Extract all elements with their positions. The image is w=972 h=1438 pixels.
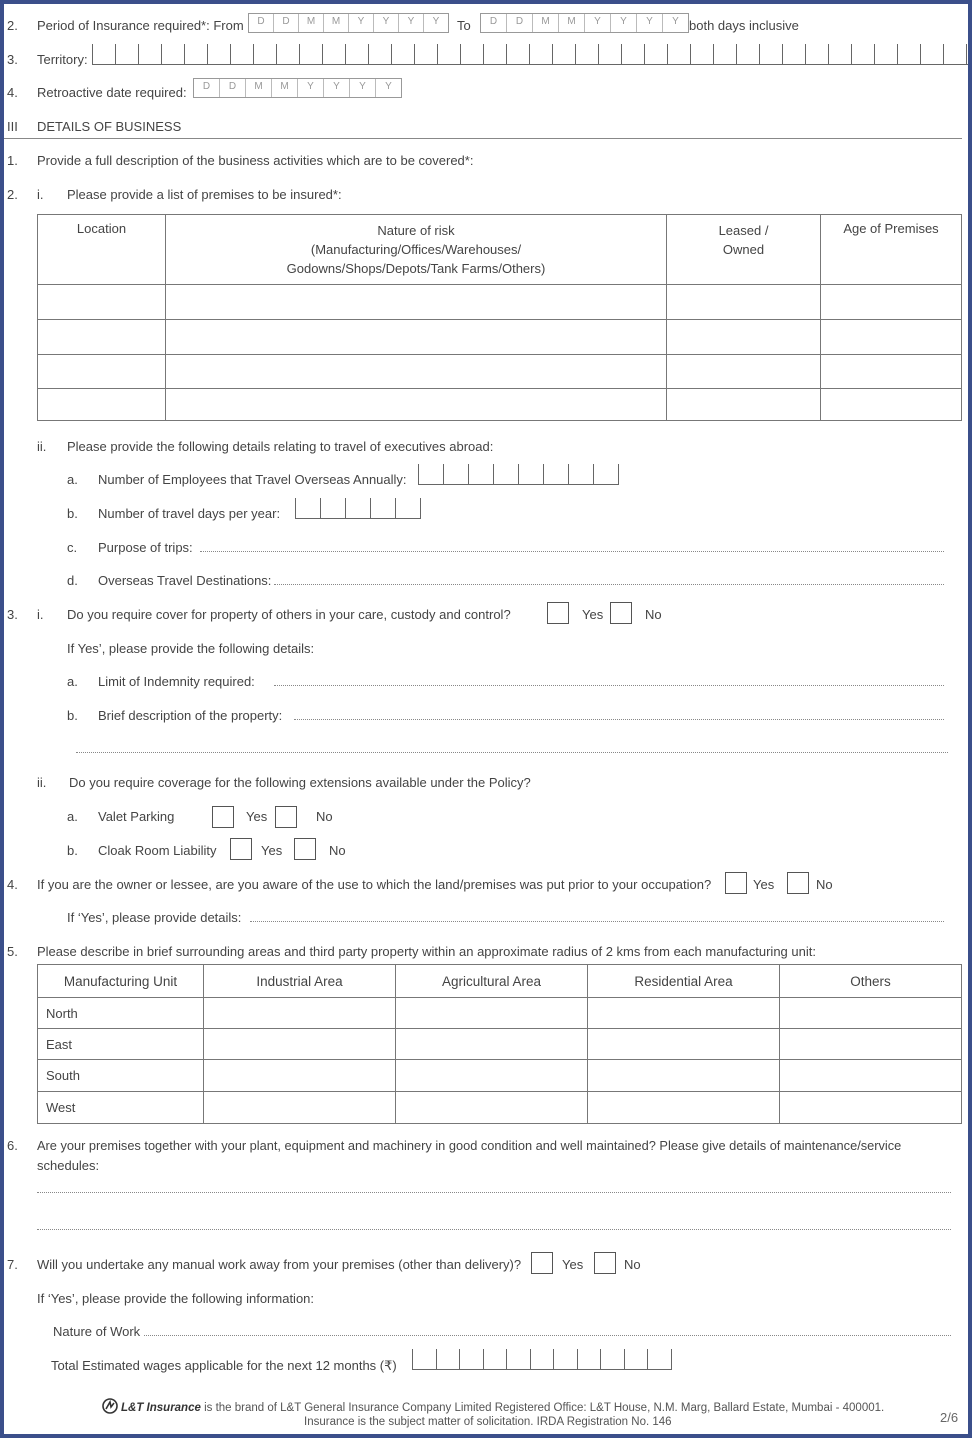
table-cell[interactable] xyxy=(166,285,667,320)
table-row xyxy=(38,285,962,320)
table-row xyxy=(38,1092,962,1124)
comb-box xyxy=(577,1349,601,1369)
date-char: Y xyxy=(375,79,401,97)
comb-box xyxy=(736,44,759,64)
maintenance-label-cont: schedules: xyxy=(37,1158,100,1173)
comb-box xyxy=(391,44,414,64)
table-cell[interactable] xyxy=(588,1092,780,1124)
item-number: 7. xyxy=(7,1257,18,1272)
nature-of-work-field[interactable] xyxy=(144,1335,951,1336)
comb-box xyxy=(276,44,299,64)
destinations-field[interactable] xyxy=(274,584,944,585)
table-cell[interactable] xyxy=(204,1092,396,1124)
comb-box xyxy=(370,498,395,518)
table-cell[interactable] xyxy=(38,320,166,355)
item-number: 5. xyxy=(7,944,18,959)
maintenance-label: Are your premises together with your plant, equipment and machinery in good condition and well maintained? Please give details of maintenance/service xyxy=(37,1138,902,1153)
header-others: Others xyxy=(780,965,962,998)
table-cell[interactable] xyxy=(396,998,588,1029)
comb-box xyxy=(690,44,713,64)
property-of-others-label: Do you require cover for property of others in your care, custody and control? xyxy=(67,607,511,622)
header-manufacturing-unit: Manufacturing Unit xyxy=(38,965,204,998)
cloak-yes-checkbox[interactable] xyxy=(230,838,252,860)
date-char: M xyxy=(298,14,323,32)
comb-box xyxy=(161,44,184,64)
table-cell[interactable] xyxy=(38,389,166,421)
section-number: III xyxy=(7,119,18,134)
retroactive-date-field[interactable] xyxy=(193,78,402,98)
comb-box xyxy=(184,44,207,64)
date-char: Y xyxy=(373,14,398,32)
date-char: M xyxy=(323,14,348,32)
header-leased-owned xyxy=(667,215,821,285)
date-char: D xyxy=(489,16,498,27)
item-number: 1. xyxy=(7,153,18,168)
retroactive-label: Retroactive date required: xyxy=(37,85,187,100)
comb-box xyxy=(468,464,493,484)
property-description-label: Brief description of the property: xyxy=(98,708,283,723)
comb-box xyxy=(851,44,874,64)
row-label-north: North xyxy=(38,998,204,1029)
manual-work-yes-checkbox[interactable] xyxy=(531,1252,553,1274)
period-to-date-field[interactable] xyxy=(480,13,689,33)
table-row xyxy=(38,1060,962,1092)
table-cell[interactable] xyxy=(821,389,962,421)
sub-letter: a. xyxy=(67,472,78,487)
comb-box xyxy=(459,1349,483,1369)
travel-details-label: Please provide the following details relating to travel of executives abroad: xyxy=(67,439,494,454)
table-cell[interactable] xyxy=(38,285,166,320)
no-label: No xyxy=(816,877,833,892)
premises-header-row xyxy=(38,215,962,285)
date-char: Y xyxy=(610,14,636,32)
table-row xyxy=(38,389,962,421)
comb-box xyxy=(295,498,320,518)
comb-box xyxy=(443,464,468,484)
section-divider xyxy=(4,138,962,139)
header-agricultural-area: Agricultural Area xyxy=(396,965,588,998)
date-char: D xyxy=(219,79,245,97)
surroundings-table xyxy=(37,964,962,1124)
table-cell[interactable] xyxy=(396,1029,588,1060)
sub-letter: d. xyxy=(67,573,78,588)
date-char: D xyxy=(506,14,532,32)
comb-box xyxy=(598,44,621,64)
yes-label: Yes xyxy=(261,843,283,858)
sub-letter: b. xyxy=(67,506,78,521)
item-number: 3. xyxy=(7,52,18,67)
comb-box xyxy=(943,44,966,64)
comb-box xyxy=(621,44,644,64)
comb-box xyxy=(460,44,483,64)
comb-box xyxy=(506,1349,530,1369)
valet-no-checkbox[interactable] xyxy=(275,806,297,828)
limit-indemnity-field[interactable] xyxy=(274,685,944,686)
manual-work-no-checkbox[interactable] xyxy=(594,1252,616,1274)
business-description-label: Provide a full description of the business activities which are to be covered*: xyxy=(37,153,474,168)
table-cell[interactable] xyxy=(667,285,821,320)
owner-yes-checkbox[interactable] xyxy=(725,872,747,894)
owner-lessee-label: If you are the owner or lessee, are you aware of the use to which the land/premises was put prior to your occupation? xyxy=(37,877,712,892)
table-cell[interactable] xyxy=(166,389,667,421)
table-row xyxy=(38,1029,962,1060)
sub-letter: b. xyxy=(67,708,78,723)
comb-box xyxy=(345,44,368,64)
header-residential-area: Residential Area xyxy=(588,965,780,998)
table-cell[interactable] xyxy=(166,355,667,389)
table-cell[interactable] xyxy=(780,1092,962,1124)
table-row xyxy=(38,355,962,389)
comb-box xyxy=(418,464,443,484)
premises-table xyxy=(37,214,962,421)
table-cell[interactable] xyxy=(204,1029,396,1060)
comb-box xyxy=(437,44,460,64)
table-cell[interactable] xyxy=(667,320,821,355)
period-label: Period of Insurance required*: From xyxy=(37,18,244,33)
row-label-east: East xyxy=(38,1029,204,1060)
yes-label: Yes xyxy=(246,809,268,824)
comb-box xyxy=(395,498,421,518)
comb-box xyxy=(230,44,253,64)
property-description-field-line2[interactable] xyxy=(76,752,948,753)
comb-box xyxy=(552,44,575,64)
comb-box xyxy=(782,44,805,64)
maintenance-field-line2[interactable] xyxy=(37,1229,951,1230)
header-age-of-premises: Age of Premises xyxy=(821,215,962,285)
comb-box xyxy=(593,464,619,484)
date-char: Y xyxy=(348,14,373,32)
item-number: 2. xyxy=(7,18,18,33)
owner-no-checkbox[interactable] xyxy=(787,872,809,894)
date-char: Y xyxy=(584,14,610,32)
item-number: 4. xyxy=(7,85,18,100)
table-cell[interactable] xyxy=(204,1060,396,1092)
date-char: Y xyxy=(297,79,323,97)
premises-list-label: Please provide a list of premises to be insured*: xyxy=(67,187,342,202)
table-cell[interactable] xyxy=(821,285,962,320)
wages-field[interactable] xyxy=(412,1349,672,1370)
purpose-label: Purpose of trips: xyxy=(98,540,193,555)
footer-registered-office: is the brand of L&T General Insurance Company Limited Registered Office: L&T House, N.M. Marg, Ballard Estate, Mumbai - 400001. xyxy=(200,1402,885,1414)
yes-label: Yes xyxy=(562,1257,584,1272)
employees-travel-label: Number of Employees that Travel Overseas Annually: xyxy=(98,472,407,487)
row-label-south: South xyxy=(38,1060,204,1092)
row-label-west: West xyxy=(38,1092,204,1124)
territory-field[interactable] xyxy=(92,44,968,65)
comb-box xyxy=(713,44,736,64)
manual-work-label: Will you undertake any manual work away from your premises (other than delivery)? xyxy=(37,1257,522,1272)
comb-box xyxy=(138,44,161,64)
cloak-room-label: Cloak Room Liability xyxy=(98,843,217,858)
comb-box xyxy=(529,44,552,64)
comb-box xyxy=(667,44,690,64)
page-number: 2/6 xyxy=(940,1410,959,1425)
owner-details-field[interactable] xyxy=(250,921,944,922)
comb-box xyxy=(553,1349,577,1369)
property-no-checkbox[interactable] xyxy=(610,602,632,624)
date-char: Y xyxy=(398,14,423,32)
header-industrial-area: Industrial Area xyxy=(204,965,396,998)
table-cell[interactable] xyxy=(166,320,667,355)
purpose-field[interactable] xyxy=(200,551,944,552)
travel-days-label: Number of travel days per year: xyxy=(98,506,281,521)
no-label: No xyxy=(329,843,346,858)
comb-box xyxy=(530,1349,554,1369)
comb-box xyxy=(506,44,529,64)
header-location: Location xyxy=(38,215,166,285)
sub-number: i. xyxy=(37,607,44,622)
date-char: M xyxy=(532,14,558,32)
header-nature-line: Godowns/Shops/Depots/Tank Farms/Others) xyxy=(286,261,546,276)
comb-box xyxy=(568,464,593,484)
header-leased-line: Leased / xyxy=(718,223,769,238)
comb-box xyxy=(483,44,506,64)
date-char: M xyxy=(271,79,297,97)
comb-box xyxy=(414,44,437,64)
sub-letter: a. xyxy=(67,674,78,689)
comb-box xyxy=(897,44,920,64)
header-leased-line: Owned xyxy=(722,242,765,257)
date-char: Y xyxy=(423,14,448,32)
valet-parking-label: Valet Parking xyxy=(98,809,175,824)
date-char: Y xyxy=(349,79,375,97)
limit-indemnity-label: Limit of Indemnity required: xyxy=(98,674,255,689)
header-nature-of-risk xyxy=(166,215,667,285)
no-label: No xyxy=(645,607,662,622)
comb-box xyxy=(299,44,322,64)
table-cell[interactable] xyxy=(588,1060,780,1092)
header-nature-line: Nature of risk xyxy=(377,223,455,238)
lt-logo-icon xyxy=(102,1398,118,1417)
comb-box xyxy=(874,44,897,64)
sub-letter: a. xyxy=(67,809,78,824)
comb-box xyxy=(575,44,598,64)
comb-box xyxy=(412,1349,436,1369)
to-label: To xyxy=(457,18,471,33)
date-char: M xyxy=(558,14,584,32)
both-days-label: both days inclusive xyxy=(689,18,799,33)
travel-days-field[interactable] xyxy=(295,498,421,519)
cloak-no-checkbox[interactable] xyxy=(294,838,316,860)
comb-box xyxy=(600,1349,624,1369)
date-char: D xyxy=(202,81,211,92)
comb-box xyxy=(647,1349,672,1369)
table-cell[interactable] xyxy=(667,355,821,389)
table-cell[interactable] xyxy=(821,320,962,355)
comb-box xyxy=(253,44,276,64)
section-title: DETAILS OF BUSINESS xyxy=(37,119,182,134)
footer-line-1 xyxy=(102,1398,884,1417)
header-nature-line: (Manufacturing/Offices/Warehouses/ xyxy=(310,242,522,257)
form-page xyxy=(4,4,968,1434)
comb-box xyxy=(436,1349,460,1369)
table-cell[interactable] xyxy=(821,355,962,389)
period-from-date-field[interactable] xyxy=(248,13,449,33)
sub-number: i. xyxy=(37,187,44,202)
property-description-field[interactable] xyxy=(294,719,944,720)
table-row xyxy=(38,320,962,355)
sub-letter: b. xyxy=(67,843,78,858)
item-number: 4. xyxy=(7,877,18,892)
comb-box xyxy=(368,44,391,64)
date-char: D xyxy=(257,16,265,27)
maintenance-field-line1[interactable] xyxy=(37,1192,951,1193)
table-cell[interactable] xyxy=(204,998,396,1029)
if-yes-label: If Yes’, please provide the following details: xyxy=(67,641,315,656)
table-cell[interactable] xyxy=(780,1060,962,1092)
item-number: 2. xyxy=(7,187,18,202)
date-char: Y xyxy=(662,14,688,32)
surroundings-header-row xyxy=(38,965,962,998)
footer-line-2: Insurance is the subject matter of solicitation. IRDA Registration No. 146 xyxy=(304,1416,672,1428)
table-cell[interactable] xyxy=(780,1029,962,1060)
comb-box xyxy=(920,44,943,64)
sub-number: ii. xyxy=(37,439,47,454)
territory-label: Territory: xyxy=(37,52,88,67)
brand-name: L&T Insurance xyxy=(121,1402,201,1414)
property-yes-checkbox[interactable] xyxy=(547,602,569,624)
comb-box xyxy=(624,1349,648,1369)
comb-box xyxy=(966,44,968,64)
table-row xyxy=(38,998,962,1029)
manual-work-ifyes-label: If ‘Yes’, please provide the following information: xyxy=(37,1291,315,1306)
yes-label: Yes xyxy=(753,877,775,892)
no-label: No xyxy=(316,809,333,824)
comb-box xyxy=(483,1349,507,1369)
comb-box xyxy=(518,464,543,484)
comb-box xyxy=(805,44,828,64)
table-cell[interactable] xyxy=(667,389,821,421)
comb-box xyxy=(493,464,518,484)
table-cell[interactable] xyxy=(780,998,962,1029)
date-char: Y xyxy=(323,79,349,97)
comb-box xyxy=(644,44,667,64)
yes-label: Yes xyxy=(582,607,604,622)
comb-box xyxy=(543,464,568,484)
sub-number: ii. xyxy=(37,775,47,790)
comb-box xyxy=(92,44,115,64)
comb-box xyxy=(828,44,851,64)
table-cell[interactable] xyxy=(396,1060,588,1092)
if-yes-details-label: If ‘Yes’, please provide details: xyxy=(67,910,242,925)
item-number: 6. xyxy=(7,1138,18,1153)
item-number: 3. xyxy=(7,607,18,622)
comb-box xyxy=(345,498,370,518)
sub-letter: c. xyxy=(67,540,78,555)
employees-travel-field[interactable] xyxy=(418,464,619,485)
table-cell[interactable] xyxy=(588,998,780,1029)
surroundings-label: Please describe in brief surrounding areas and third party property within an approximate radius of 2 kms from each manufacturing unit: xyxy=(37,944,816,959)
comb-box xyxy=(207,44,230,64)
comb-box xyxy=(320,498,345,518)
date-char: M xyxy=(245,79,271,97)
extensions-label: Do you require coverage for the following extensions available under the Policy? xyxy=(69,775,531,790)
comb-box xyxy=(759,44,782,64)
wages-label: Total Estimated wages applicable for the next 12 months (₹) xyxy=(51,1358,397,1373)
date-char: Y xyxy=(636,14,662,32)
no-label: No xyxy=(624,1257,641,1272)
nature-of-work-label: Nature of Work xyxy=(53,1324,141,1339)
table-cell[interactable] xyxy=(396,1092,588,1124)
table-cell[interactable] xyxy=(38,355,166,389)
valet-yes-checkbox[interactable] xyxy=(212,806,234,828)
comb-box xyxy=(115,44,138,64)
destinations-label: Overseas Travel Destinations: xyxy=(98,573,272,588)
comb-box xyxy=(322,44,345,64)
table-cell[interactable] xyxy=(588,1029,780,1060)
date-char: D xyxy=(273,14,298,32)
